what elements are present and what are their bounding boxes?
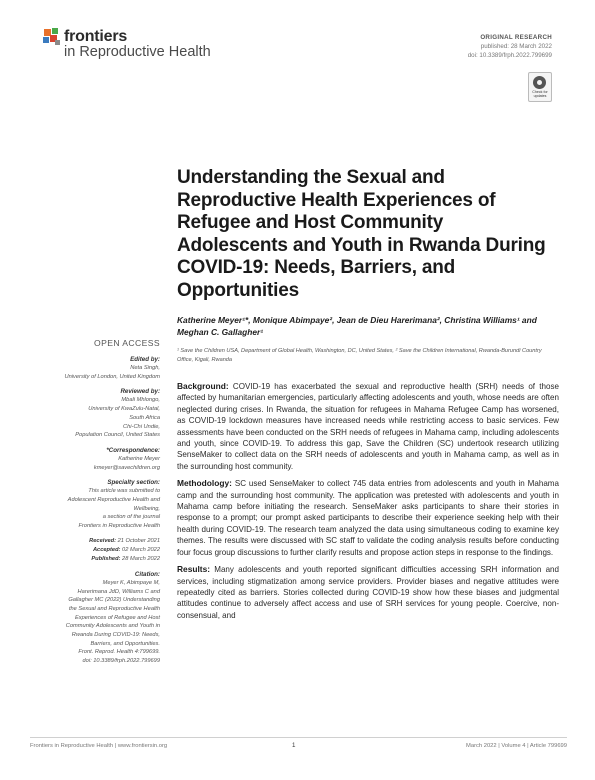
section-text: SC used SenseMaker to collect 745 data entries from adolescents and youth in Mahama camp and the surrounding host community. The application was pretested with adolescents and youth in Mahama camp before initiating the research. SenseMaker asks participants to share their stories in response to a prompt; our prompt asked participants to describe their experience seeking help with their health during COVID-19. The research team analyzed the data using simultaneous coding to examine key themes. The results were discussed with SC staff to validate the coding analysis results before conducting four focus group discussions to further clarify results and propose action steps in response to the findings. [177,479,559,557]
reviewer-line: University of KwaZulu-Natal, [88,406,160,413]
citation-doi[interactable]: doi: 10.3389/frph.2022.799699 [82,658,160,665]
editor-line: University of London, United Kingdom [64,373,160,380]
check-updates-icon [533,76,546,89]
section-text: Many adolescents and youth reported significant difficulties accessing SRH information and services, including stigmatization among service providers. Provider biases and negative attitudes were repeatedly cited as barriers. Stories collected during COVID-19 show how these biases and judgmental attitudes continue to adversely affect access and use of SRH services for young people. Coercive, non-consensual, and [177,565,559,620]
abstract-methodology [177,478,559,558]
citation-line: Front. Reprod. Health 4:799699. [78,649,160,656]
citation-line: Gallagher MC (2022) Understanding [68,597,160,604]
specialty-line: Adolescent Reproductive Health and [67,497,160,504]
article-meta [352,33,552,60]
specialty-line: Wellbeing, [133,505,160,512]
article-title: Understanding the Sexual and Reproductive Health Experiences of Refugee and Host Community Adolescents and Youth in Rwanda During COVID-19: Needs, Barriers, and Opportunities [177,167,546,301]
published-date-sidebar: Published: 28 March 2022 [91,555,160,562]
abstract-background [177,381,559,472]
reviewer-line: South Africa [129,414,160,421]
section-label: Background: [177,381,229,391]
footer-issue: March 2022 | Volume 4 | Article 799699 [466,743,567,749]
specialty-line: This article was submitted to [88,488,160,495]
edited-by-heading: Edited by: [130,356,160,363]
check-updates-label: Check for updates [532,90,548,98]
citation-line: the Sexual and Reproductive Health [68,605,160,612]
citation-line: Meyer K, Abimpaye M, [102,579,160,586]
correspondence-heading: *Correspondence: [106,446,160,454]
section-label: Methodology: [177,478,232,489]
correspondence-name: Katherine Meyer [118,455,160,462]
published-date: published: 28 March 2022 [480,43,552,50]
citation-line: Harerimana JdD, Williams C and [77,588,160,595]
abstract-results [177,564,559,621]
editor-line: Neta Singh, [130,365,160,371]
section-label: Results: [177,564,211,575]
citation-line: Barriers, and Opportunities. [90,640,160,647]
correspondence-email[interactable]: kmeyer@savechildren.org [93,464,160,471]
logo-wordmark: frontiers [64,28,128,45]
abstract [177,381,559,627]
open-access-label: OPEN ACCESS [93,338,160,348]
accepted-date: Accepted: 02 March 2022 [92,546,160,553]
citation-line: Rwanda During COVID-19: Needs, [71,632,160,639]
author-list: Katherine Meyer¹*, Monique Abimpaye², Jean de Dieu Harerimana², Christina Williams¹ and Meghan C. Gallagher¹ [177,315,537,337]
section-text: COVID-19 has exacerbated the sexual and reproductive health (SRH) needs of those affected by humanitarian emergencies, particularly affecting adolescents and youth, whose needs are often neglected during crises. In Rwanda, the situation for refugees in Mahama Refugee Camp has worsened, as COVID-19 lockdown measures have increased needs while restricting access to basic services. Few assessments have been conducted on the SRH needs of refugees in Mahama camp, including adolescents and youth, since COVID-19. To address this gap, Save the Children (SC) undertook research utilizing SenseMaker to collect data on the SRH needs of adolescents and youth in Mahama camp, as well as in the surrounding host community. [177,382,560,471]
journal-logo[interactable] [42,25,242,65]
footer-divider [30,737,567,738]
received-date: Received: 21 October 2021 [89,537,160,544]
doi-link[interactable]: doi: 10.3389/frph.2022.799699 [467,52,552,59]
article-sidebar [30,338,160,666]
reviewer-line: Chi-Chi Undie, [123,423,160,430]
check-for-updates-badge[interactable] [528,72,552,102]
citation-heading: Citation: [134,570,160,578]
specialty-line: a section of the journal [102,514,160,521]
reviewer-line: Mbali Mhlongo, [121,397,160,404]
reviewed-by-heading: Reviewed by: [120,388,160,396]
specialty-line: Frontiers in Reproductive Health [78,523,160,530]
footer-journal[interactable]: Frontiers in Reproductive Health | www.frontiersin.org [30,743,168,749]
frontiers-logo-icon [42,27,62,47]
journal-name: in Reproductive Health [64,44,211,60]
citation-line: Community Adolescents and Youth in [65,623,160,630]
page-number: 1 [292,742,296,749]
specialty-heading: Specialty section: [107,479,160,487]
reviewer-line: Population Council, United States [75,432,160,439]
article-type: ORIGINAL RESEARCH [480,34,552,41]
affiliations: ¹ Save the Children USA, Department of Global Health, Washington, DC, United States, ² Save the Children International, Rwanda-Burundi Country Office, Kigali, Rwanda [177,348,542,363]
citation-line: Experiences of Refugee and Host [74,614,160,621]
